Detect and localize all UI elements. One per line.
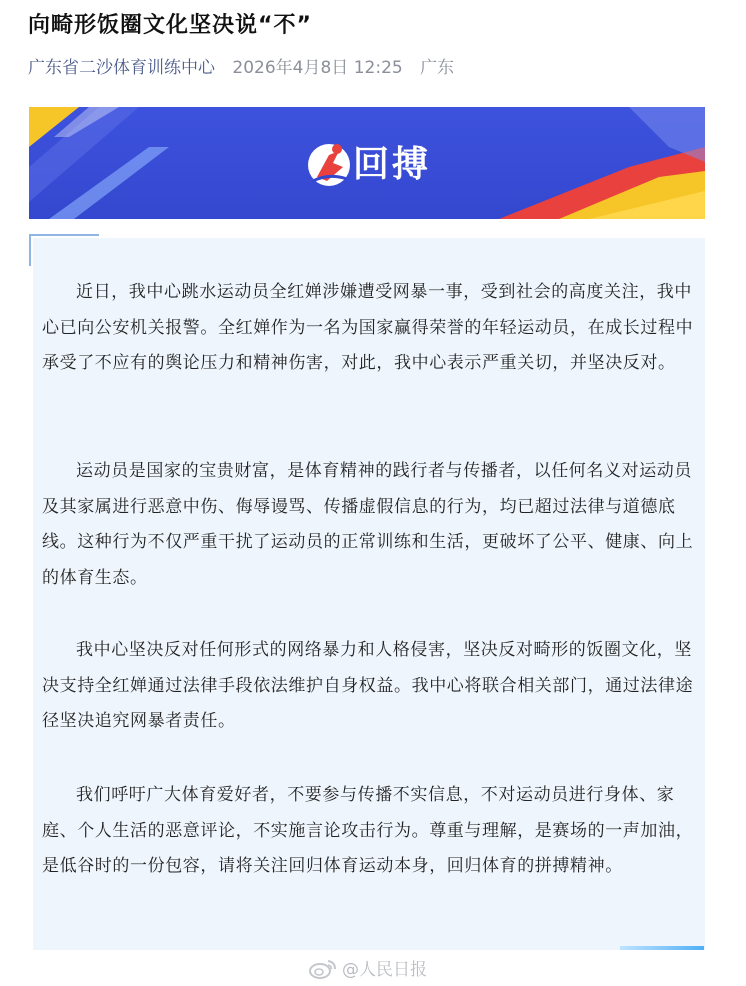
article-title: 向畸形饭圈文化坚决说“不” bbox=[28, 13, 312, 38]
watermark-text: @人民日报 bbox=[342, 960, 427, 980]
article-meta bbox=[28, 53, 466, 78]
paragraph-2: 运动员是国家的宝贵财富，是体育精神的践行者与传播者，以任何名义对运动员及其家属进行恶意中伤、侮辱谩骂、传播虚假信息的行为，均已超过法律与道德底线。这种行为不仅严重干扰了运动员的正常训练和生活，更破坏了公平、健康、向上的体育生态。 bbox=[42, 461, 694, 588]
publish-location: 广东 bbox=[420, 58, 455, 78]
watermark bbox=[308, 955, 427, 980]
header-banner bbox=[29, 107, 705, 219]
publish-time: 2026年4月8日 12:25 bbox=[232, 58, 403, 78]
paragraph-4: 我们呼吁广大体育爱好者，不要参与传播不实信息，不对运动员进行身体、家庭、个人生活的恶意评论，不实施言论攻击行为。尊重与理解，是赛场的一声加油，是低谷时的一份包容，请将关注回归体育运动本身，回归体育的拼搏精神。 bbox=[42, 785, 694, 876]
banner-logo-text: 回搏 bbox=[353, 144, 432, 185]
frame-corner-bottom-right bbox=[620, 946, 704, 950]
author-name[interactable]: 广东省二沙体育训练中心 bbox=[28, 58, 215, 78]
paragraph-3: 我中心坚决反对任何形式的网络暴力和人格侵害，坚决反对畸形的饭圈文化，坚决支持全红婵通过法律手段依法维护自身权益。我中心将联合相关部门，通过法律途径坚决追究网暴者责任。 bbox=[42, 640, 694, 731]
weibo-icon bbox=[308, 957, 338, 979]
paragraph-1: 近日，我中心跳水运动员全红婵涉嫌遭受网暴一事，受到社会的高度关注，我中心已向公安机关报警。全红婵作为一名为国家赢得荣誉的年轻运动员，在成长过程中承受了不应有的舆论压力和精神伤害，对此，我中心表示严重关切，并坚决反对。 bbox=[42, 282, 694, 373]
